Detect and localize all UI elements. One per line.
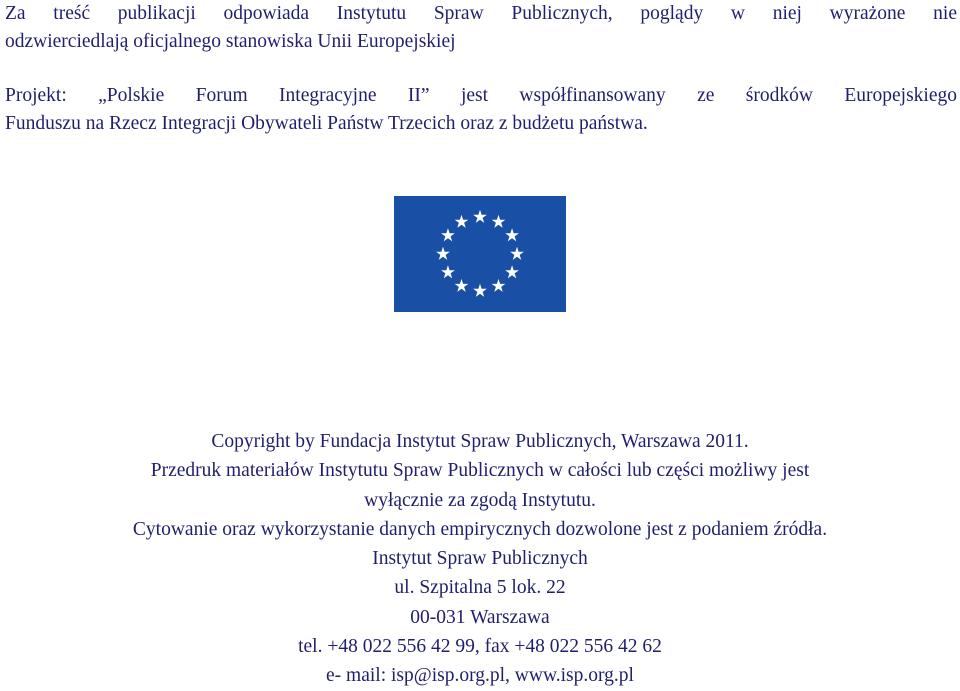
- disclaimer-paragraph: [5, 0, 957, 56]
- project-line-2: Funduszu na Rzecz Integracji Obywateli Państw Trzecich oraz z budżetu państwa.: [5, 113, 648, 134]
- eu-star-icon: [441, 265, 455, 278]
- project-paragraph: [5, 82, 957, 138]
- disclaimer-line-1: Za treść publikacji odpowiada Instytutu Spraw Publicznych, poglądy w niej wyrażone nie: [5, 3, 957, 24]
- eu-star-icon: [505, 228, 519, 241]
- contact-email-web: e- mail: isp@isp.org.pl, www.isp.org.pl: [326, 665, 634, 687]
- eu-flag-icon: [394, 196, 566, 312]
- eu-star-icon: [473, 210, 487, 223]
- disclaimer-line-2: odzwierciedlają oficjalnego stanowiska Unii Europejskiej: [5, 31, 456, 52]
- eu-star-icon: [505, 265, 519, 278]
- address-city: 00-031 Warszawa: [410, 606, 550, 628]
- eu-star-icon: [492, 215, 506, 228]
- footer-block: [0, 427, 960, 691]
- contact-phone-fax: tel. +48 022 556 42 99, fax +48 022 556 42 62: [298, 636, 662, 658]
- eu-star-icon: [455, 215, 469, 228]
- eu-star-icon: [455, 279, 469, 292]
- institute-name: Instytut Spraw Publicznych: [372, 548, 588, 570]
- eu-flag-graphic: [394, 196, 566, 312]
- eu-star-icon: [492, 279, 506, 292]
- copyright-notice: Copyright by Fundacja Instytut Spraw Publicznych, Warszawa 2011.: [211, 431, 749, 452]
- eu-star-icon: [441, 228, 455, 241]
- reprint-notice-line-1: Przedruk materiałów Instytutu Spraw Publicznych w całości lub części możliwy jest: [150, 460, 810, 482]
- project-line-1: Projekt: „Polskie Forum Integracyjne II” jest współfinansowany ze środków Europejskiego: [5, 85, 957, 106]
- eu-star-icon: [473, 284, 487, 297]
- citation-notice: Cytowanie oraz wykorzystanie danych empirycznych dozwolone jest z podaniem źródła.: [132, 518, 828, 540]
- eu-star-icon: [510, 247, 524, 260]
- reprint-notice-line-2: wyłącznie za zgodą Instytutu.: [364, 489, 596, 511]
- eu-star-icon: [436, 247, 450, 260]
- address-street: ul. Szpitalna 5 lok. 22: [394, 577, 566, 599]
